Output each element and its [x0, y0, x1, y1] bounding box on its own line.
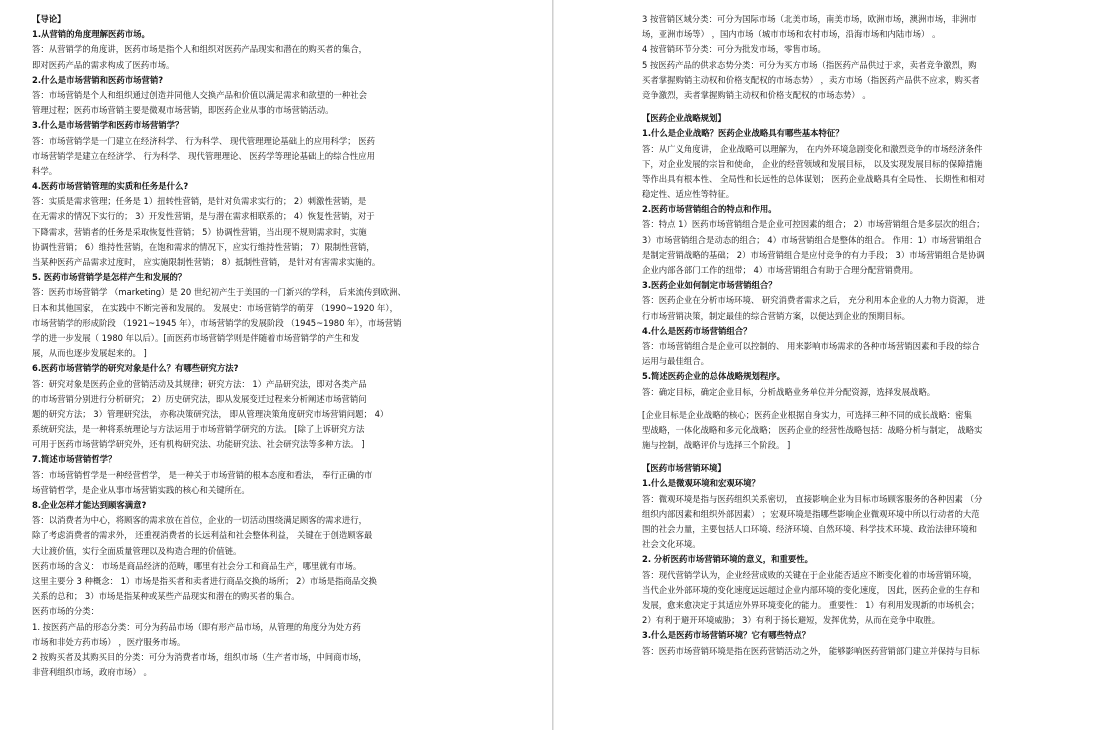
text-line: 答：医药企业在分析市场环境、 研究消费者需求之后， 充分利用本企业的人力物力资源， 进	[642, 295, 985, 306]
text-line: 答：医药市场营销学 （marketing）是 20 世纪初产生于美国的一门新兴的学科， 后来流传到欧洲、	[32, 287, 406, 298]
text-line: 答：市场营销组合是企业可以控制的、 用来影响市场需求的各种市场营销因素和手段的综合	[642, 340, 980, 351]
document-page-left	[0, 0, 552, 730]
text-line: 行市场营销决策，制定最佳的综合营销方案，以便达到企业的预期目标。	[642, 310, 910, 321]
text-line: 1. 按医药产品的形态分类：可分为药品市场（即有形产品市场，从管理的角度分为处方药	[32, 621, 361, 632]
question-heading: 5. 医药市场营销学是怎样产生和发展的？	[32, 272, 187, 283]
text-line: 医药市场的分类：	[32, 606, 99, 617]
document-page-right	[554, 0, 1106, 730]
text-line: 题的研究方法； 3）管理研究法， 亦称决策研究法， 即从管理决策角度研究市场营销问题； 4）	[32, 408, 389, 419]
text-line: 买者掌握购销主动权和价格支配权的市场态势） ，卖方市场（指医药产品供不应求，购买者	[642, 74, 980, 85]
question-heading: 8.企业怎样才能达到顾客满意?	[32, 500, 147, 510]
text-line: 管理过程；医药市场营销主要是微观市场营销，即医药企业从事的市场营销活动。	[32, 105, 334, 116]
text-line: 学的进一步发展（ 1980 年以后）。[而医药市场营销学则是伴随着市场营销学的产生和发	[32, 332, 360, 343]
question-heading: 1.什么是微观环境和宏观环境？	[642, 478, 760, 489]
text-column-right	[642, 12, 1092, 659]
paragraph-gap	[642, 103, 1092, 111]
text-line: 日本和其他国家， 在实践中不断完善和发展的。 发展史：市场营销学的萌芽 （1990~1920 年），	[32, 302, 398, 313]
question-heading: 5.简述医药企业的总体战略规划程序。	[642, 371, 786, 382]
text-line: 市场营销学的形成阶段 （1921~1945 年），市场营销学的发展阶段 （1945~1980 年），市场营销	[32, 317, 402, 328]
text-line: 2 按购买者及其购买目的分类：可分为消费者市场，组织市场（生产者市场，中间商市场，	[32, 651, 367, 662]
section-heading: 【导论】	[32, 14, 66, 24]
text-line: 科学。	[32, 165, 58, 176]
section-heading: 【医药市场营销环境】	[642, 463, 726, 474]
question-heading: 2.医药市场营销组合的特点和作用。	[642, 204, 777, 215]
text-line: 非营利组织市场，政府市场） 。	[32, 667, 152, 678]
text-line: 施与控制，战略评价与选择三个阶段。 ]	[642, 440, 791, 451]
text-line: 大让渡价值，实行全面质量管理以及构造合理的价值链。	[32, 545, 242, 556]
text-line: 协调性营销； 6）维持性营销，在饱和需求的情况下，应实行维持性营销； 7）限制性营销，	[32, 241, 375, 252]
text-line: 答：特点 1）医药市场营销组合是企业可控因素的组合； 2）市场营销组合是多层次的组合；	[642, 219, 985, 230]
text-line: 企业内部各部门工作的纽带； 4）市场营销组合有助于合理分配营销费用。	[642, 265, 918, 275]
text-line: 系统研究法，是一种将系统理论与方法运用于市场营销学研究的方法。 [除了上诉研究方法	[32, 424, 365, 435]
question-heading: 3.什么是市场营销学和医药市场营销学？	[32, 120, 184, 131]
question-heading: 3.什么是医药市场营销环境？它有哪些特点？	[642, 630, 811, 641]
text-line: 型战略，一体化战略和多元化战略； 医药企业的经营性战略包括：战略分析与制定， 战略实	[642, 424, 983, 435]
text-line: 答：市场营销学是一门建立在经济科学、 行为科学、 现代管理理论基础上的应用科学； 医药	[32, 135, 375, 146]
question-heading: 2.什么是市场营销和医药市场营销?	[32, 74, 164, 85]
text-line: 的市场营销分别进行分析研究； 2）历史研究法，即从发展变迁过程来分析阐述市场营销问	[32, 393, 367, 404]
text-line: 当某种医药产品需求过度时， 应实施限制性营销； 8）抵制性营销， 是针对有害需求实施的。	[32, 257, 381, 267]
question-heading: 7.简述市场营销哲学？	[32, 454, 117, 465]
text-line: 答：研究对象是医药企业的营销活动及其规律；研究方法： 1）产品研究法，即对各类产品	[32, 378, 367, 389]
text-line: 答：确定目标，确定企业目标，分析战略业务单位并分配资源，选择发展战略。	[642, 386, 936, 397]
paragraph-gap	[642, 400, 1092, 408]
text-line: 答：以消费者为中心，将顾客的需求放在首位，企业的一切活动围绕满足顾客的需求进行，	[32, 515, 367, 526]
text-line: 答：市场营销哲学是一种经营哲学， 是一种关于市场营销的根本态度和看法， 奉行正确的市	[32, 469, 373, 480]
text-line: 运用与最佳组合。	[642, 356, 709, 367]
text-line: 场，亚洲市场等） ，国内市场（城市市场和农村市场，沿海市场和内陆市场） 。	[642, 29, 941, 40]
text-line: 组织内部因素和组织外部因素） ；宏观环境是指哪些影响企业微观环境中所以行动者的大范	[642, 508, 980, 519]
text-line: 下，对企业发展的宗旨和使命， 企业的经营领域和发展目标， 以及实现发展目标的保障措施	[642, 158, 983, 169]
text-line: 等作出具有根本性、 全局性和长远性的总体谋划； 医药企业战略具有全局性、 长期性和相对	[642, 173, 985, 184]
text-line: 发展，愈来愈决定于其适应外界环境变化的能力。 重要性： 1）有利用发现新的市场机会；	[642, 599, 980, 610]
text-line: 稳定性、适应性等特征。	[642, 189, 735, 200]
text-line: 可用于医药市场营销学研究外，还有机构研究法、功能研究法、社会研究法等多种方法。 ]	[32, 439, 365, 450]
text-line: 竞争激烈，卖者掌握购销主动权和价格支配权的市场态势） 。	[642, 89, 871, 100]
text-line: 2）有利于避开环境威胁； 3）有利于扬长避短，发挥优势，从而在竞争中取胜。	[642, 615, 941, 626]
text-line: 5 按医药产品的供求态势分类：可分为买方市场（指医药产品供过于求，卖者竞争激烈，购	[642, 59, 977, 70]
text-line: 关系的总和； 3）市场是指某种或某些产品现实和潜在的购买者的集合。	[32, 591, 300, 602]
text-line: 答：从营销学的角度讲，医药市场是指个人和组织对医药产品现实和潜在的购买者的集合，	[32, 44, 367, 55]
text-line: 3）市场营销组合是动态的组合； 4）市场营销组合是整体的组合。 作用：1）市场营销组合	[642, 234, 982, 245]
question-heading: 1.从营销的角度理解医药市场。	[32, 29, 150, 40]
text-line: 当代企业外部环境的变化速度远远超过企业内部环境的变化速度， 因此，医药企业的生存和	[642, 584, 980, 595]
text-line: [企业目标是企业战略的核心；医药企业根据自身实力，可选择三种不同的成长战略：密集	[642, 409, 972, 420]
question-heading: 1.什么是企业战略？医药企业战略具有哪些基本特征？	[642, 128, 844, 139]
section-heading: 【医药企业战略规划】	[642, 113, 726, 124]
text-line: 除了考虑消费者的需求外， 还重视消费者的长远利益和社会整体利益， 关键在于创造顾客最	[32, 530, 373, 541]
text-line: 下降需求，营销者的任务是采取恢复性营销； 5）协调性营销，当出现不规则需求时，实施	[32, 226, 367, 237]
text-line: 这里主要分 3 种概念： 1）市场是指买者和卖者进行商品交换的场所； 2）市场是指商品交换	[32, 575, 377, 586]
text-line: 在无需求的情况下实行的； 3）开发性营销，是与潜在需求相联系的； 4）恢复性营销，对于	[32, 211, 375, 222]
question-heading: 3.医药企业如何制定市场营销组合？	[642, 280, 777, 291]
text-line: 答：从广义角度讲， 企业战略可以理解为， 在内外环境急剧变化和激烈竞争的市场经济条件	[642, 143, 983, 154]
text-line: 答：实质是需求管理；任务是 1）扭转性营销，是针对负需求实行的； 2）刺激性营销，是	[32, 196, 367, 207]
question-heading: 2. 分析医药市场营销环境的意义，和重要性。	[642, 554, 814, 565]
text-line: 答：市场营销是个人和组织通过创造并同他人交换产品和价值以满足需求和欲望的一种社会	[32, 89, 367, 100]
text-line: 即对医药产品的需求构成了医药市场。	[32, 59, 175, 70]
text-line: 3 按营销区域分类：可分为国际市场（北美市场，南美市场，欧洲市场，澳洲市场，非洲市	[642, 14, 977, 24]
text-column-left	[32, 12, 532, 680]
text-line: 市场和非处方药市场） ，医疗服务市场。	[32, 636, 186, 647]
text-line: 医药市场的含义： 市场是商品经济的范畴，哪里有社会分工和商品生产，哪里就有市场。	[32, 560, 362, 571]
text-line: 社会文化环境。	[642, 539, 701, 550]
text-line: 场营销哲学，是企业从事市场营销实践的核心和关键所在。	[32, 484, 250, 495]
text-line: 答：医药市场营销环境是指在医药营销活动之外， 能够影响医药营销部门建立并保持与目标	[642, 645, 980, 656]
text-line: 围的社会力量，主要包括人口环境、经济环境、自然环境、科学技术环境、政治法律环境和	[642, 524, 977, 534]
paragraph-gap	[642, 453, 1092, 461]
question-heading: 4.医药市场营销管理的实质和任务是什么?	[32, 181, 189, 192]
text-line: 答：现代营销学认为，企业经营成败的关键在于企业能否适应不断变化着的市场营销环境，	[642, 569, 977, 580]
question-heading: 4.什么是医药市场营销组合？	[642, 325, 752, 336]
text-line: 展，从而也逐步发展起来的。 ]	[32, 348, 147, 359]
text-line: 答：微观环境是指与医药组织关系密切， 直接影响企业为目标市场顾客服务的各种因素 （分	[642, 493, 983, 504]
question-heading: 6.医药市场营销学的研究对象是什么？有哪些研究方法?	[32, 363, 239, 374]
text-line: 市场营销学是建立在经济学、 行为科学、 现代管理理论、 医药学等理论基础上的综合性应用	[32, 150, 375, 161]
text-line: 4 按营销环节分类：可分为批发市场，零售市场。	[642, 44, 826, 55]
text-line: 是制定营销战略的基础； 2）市场营销组合是应付竞争的有力手段； 3）市场营销组合是协调	[642, 249, 985, 260]
